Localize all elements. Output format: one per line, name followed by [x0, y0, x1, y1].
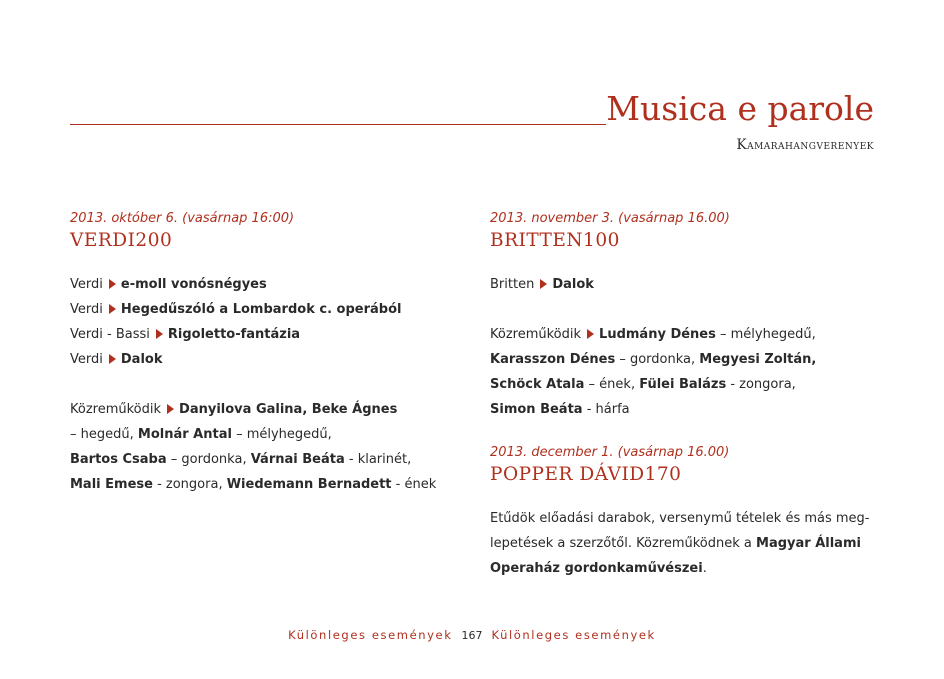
- right-column: [490, 210, 875, 581]
- work-title: e-moll vonósnégyes: [120, 277, 267, 292]
- text-segment: – ének,: [584, 377, 640, 392]
- event-date: 2013. december 1. (vasárnap 16.00): [490, 445, 730, 460]
- bold-text-segment: Molnár Antal: [137, 427, 232, 442]
- play-triangle-icon: [540, 279, 547, 289]
- text-segment: lepetések a szerzőtől. Közreműködnek a: [490, 536, 757, 551]
- text-segment: .: [702, 561, 707, 576]
- play-triangle-icon: [156, 329, 163, 339]
- performers-line: [70, 472, 460, 497]
- event-title: POPPER DÁVID170: [490, 464, 682, 485]
- program-item: [70, 347, 460, 372]
- performers-line: [70, 422, 460, 447]
- bold-text-segment: Várnai Beáta: [250, 452, 345, 467]
- page-number: 167: [461, 629, 483, 642]
- composer: Britten: [490, 277, 535, 292]
- text-segment: - klarinét,: [344, 452, 412, 467]
- event-date: 2013. október 6. (vasárnap 16:00): [70, 211, 295, 226]
- event-title: BRITTEN100: [490, 230, 620, 251]
- play-triangle-icon: [587, 329, 594, 339]
- footer-section-label: Különleges események: [491, 628, 656, 642]
- performers-line: [490, 322, 875, 347]
- play-triangle-icon: [109, 354, 116, 364]
- performers-line: [70, 447, 460, 472]
- work-title: Rigoletto-fantázia: [167, 327, 301, 342]
- performers-text: [599, 327, 816, 342]
- bold-text-segment: Wiedemann Bernadett: [226, 477, 392, 492]
- text-segment: - zongora,: [152, 477, 227, 492]
- description-line: [490, 531, 875, 556]
- performers-line: [490, 372, 875, 397]
- program-item: [70, 297, 460, 322]
- play-triangle-icon: [167, 404, 174, 414]
- composer: Verdi: [70, 277, 103, 292]
- page-title: Musica e parole: [606, 89, 874, 128]
- text-segment: - zongora,: [726, 377, 796, 392]
- composer: Verdi - Bassi: [70, 327, 150, 342]
- text-segment: – gordonka,: [615, 352, 700, 367]
- performers-line: [490, 397, 875, 422]
- play-triangle-icon: [109, 304, 116, 314]
- bold-text-segment: Schöck Atala: [490, 377, 585, 392]
- header-rule: [70, 124, 606, 125]
- bold-text-segment: Mali Emese: [70, 477, 153, 492]
- performers-text: [179, 402, 397, 417]
- text-segment: – mélyhegedű,: [715, 327, 816, 342]
- bold-text-segment: Karasszon Dénes: [490, 352, 616, 367]
- bold-text-segment: Megyesi Zoltán,: [699, 352, 817, 367]
- text-segment: - hárfa: [582, 402, 630, 417]
- event-title: VERDI200: [70, 230, 173, 251]
- performers-line: [490, 347, 875, 372]
- performers-label: Közreműködik: [490, 327, 582, 342]
- bold-text-segment: Operaház gordonkaművészei: [490, 561, 703, 576]
- page-subtitle: Kamarahangverenyek: [736, 137, 874, 153]
- play-triangle-icon: [109, 279, 116, 289]
- page-footer: [0, 628, 944, 642]
- composer: Verdi: [70, 302, 103, 317]
- bold-text-segment: Bartos Csaba: [70, 452, 167, 467]
- work-title: Dalok: [552, 277, 594, 292]
- left-column: [70, 210, 460, 497]
- text-segment: – mélyhegedű,: [231, 427, 332, 442]
- program-item: [70, 272, 460, 297]
- text-segment: Etűdök előadási darabok, versenymű tételek és más meg-: [490, 511, 870, 526]
- program-item: [70, 322, 460, 347]
- bold-text-segment: Magyar Állami: [756, 536, 861, 551]
- bold-text-segment: Danyilova Galina, Beke Ágnes: [179, 402, 398, 417]
- text-segment: - ének: [391, 477, 437, 492]
- composer: Verdi: [70, 352, 103, 367]
- description-line: [490, 506, 875, 531]
- performers-label: Közreműködik: [70, 402, 162, 417]
- performers-line: [70, 397, 460, 422]
- program-item: [490, 272, 875, 297]
- event-date: 2013. november 3. (vasárnap 16.00): [490, 211, 730, 226]
- footer-section-label: Különleges események: [288, 628, 453, 642]
- description-line: [490, 556, 875, 581]
- bold-text-segment: Ludmány Dénes: [599, 327, 716, 342]
- work-title: Hegedűszóló a Lombardok c. operából: [120, 302, 402, 317]
- bold-text-segment: Simon Beáta: [490, 402, 583, 417]
- bold-text-segment: Fülei Balázs: [639, 377, 727, 392]
- text-segment: – hegedű,: [70, 427, 138, 442]
- text-segment: – gordonka,: [166, 452, 251, 467]
- work-title: Dalok: [120, 352, 163, 367]
